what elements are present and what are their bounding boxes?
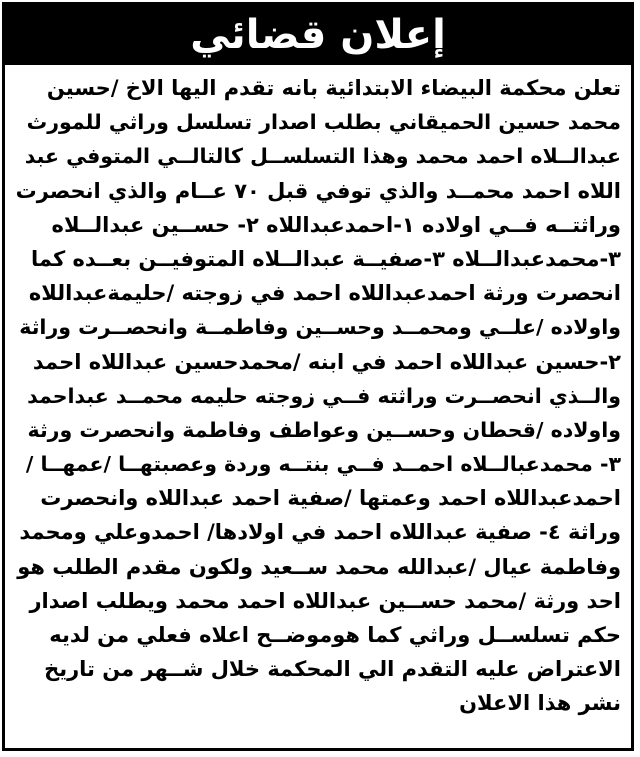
notice-body: [15, 71, 621, 721]
notice-line: واولاده /قحطان وحســين وعواطف وفاطمة وانحصرت ورثة: [27, 417, 621, 442]
notice-line: والــذي انحصــرت وراثته فــي زوجته حليمه محمــد عبداحمد: [27, 383, 621, 408]
legal-notice: [2, 2, 634, 751]
notice-line: تعلن محكمة البيضاء الابتدائية بانه تقدم اليها الاخ /حسين: [46, 76, 621, 100]
notice-line: ٣-محمدعبدالــلاه ٣-صفيــة عبدالــلاه المتوفيــن بعــده كما: [31, 246, 621, 271]
notice-line: واولاده /علــي ومحمــد وحســين وفاطمــة وانحصــرت وراثة: [19, 315, 621, 340]
notice-line: محمد حسين الحميقاني بطلب اصدار تسلسل وراثي للمورث: [26, 110, 621, 135]
notice-title: إعلان قضائي: [168, 8, 468, 62]
notice-line: احمدعبداللاه احمد وعمتها /صفية احمد عبداللاه وانحصرت: [40, 486, 621, 511]
notice-line: انحصرت ورثة احمدعبداللاه احمد في زوجته /حليمةعبداللاه: [28, 281, 621, 306]
notice-line: اللاه احمد محمــد والذي توفي قبل ٧٠ عــام والذي انحصرت: [15, 178, 621, 203]
notice-line: عبدالــلاه احمد محمد وهذا التسلســل كالتالــي المتوفي عبد: [24, 144, 621, 169]
notice-line: نشر هذا الاعلان: [459, 691, 621, 716]
notice-line: ٣- محمدعبالــلاه احمــد فــي بنتــه وردة وعصبتهــا /عمهــا /: [25, 452, 621, 477]
notice-line: وراثتــه فــي اولاده ١-احمدعبداللاه ٢- حســين عبدالــلاه: [51, 212, 621, 237]
notice-line: وفاطمة عيال /عبدالله محمد ســعيد ولكون مقدم الطلب هو: [17, 554, 621, 579]
notice-header: [5, 5, 631, 65]
notice-line: ٢-حسين عبداللاه احمد في ابنه /محمدحسين عبداللاه احمد: [32, 349, 621, 374]
notice-line: الاعتراض عليه التقدم الي المحكمة خلال شــهر من تاريخ: [44, 657, 621, 682]
notice-line: وراثة ٤- صفية عبداللاه احمد في اولادها/ احمدوعلي ومحمد: [19, 520, 621, 545]
notice-line: حكم تسلســل وراثي كما هوموضــح اعلاه فعلي من لديه: [49, 623, 621, 647]
notice-line: احد ورثة /محمد حســين عبداللاه احمد محمد ويطلب اصدار: [29, 588, 621, 613]
